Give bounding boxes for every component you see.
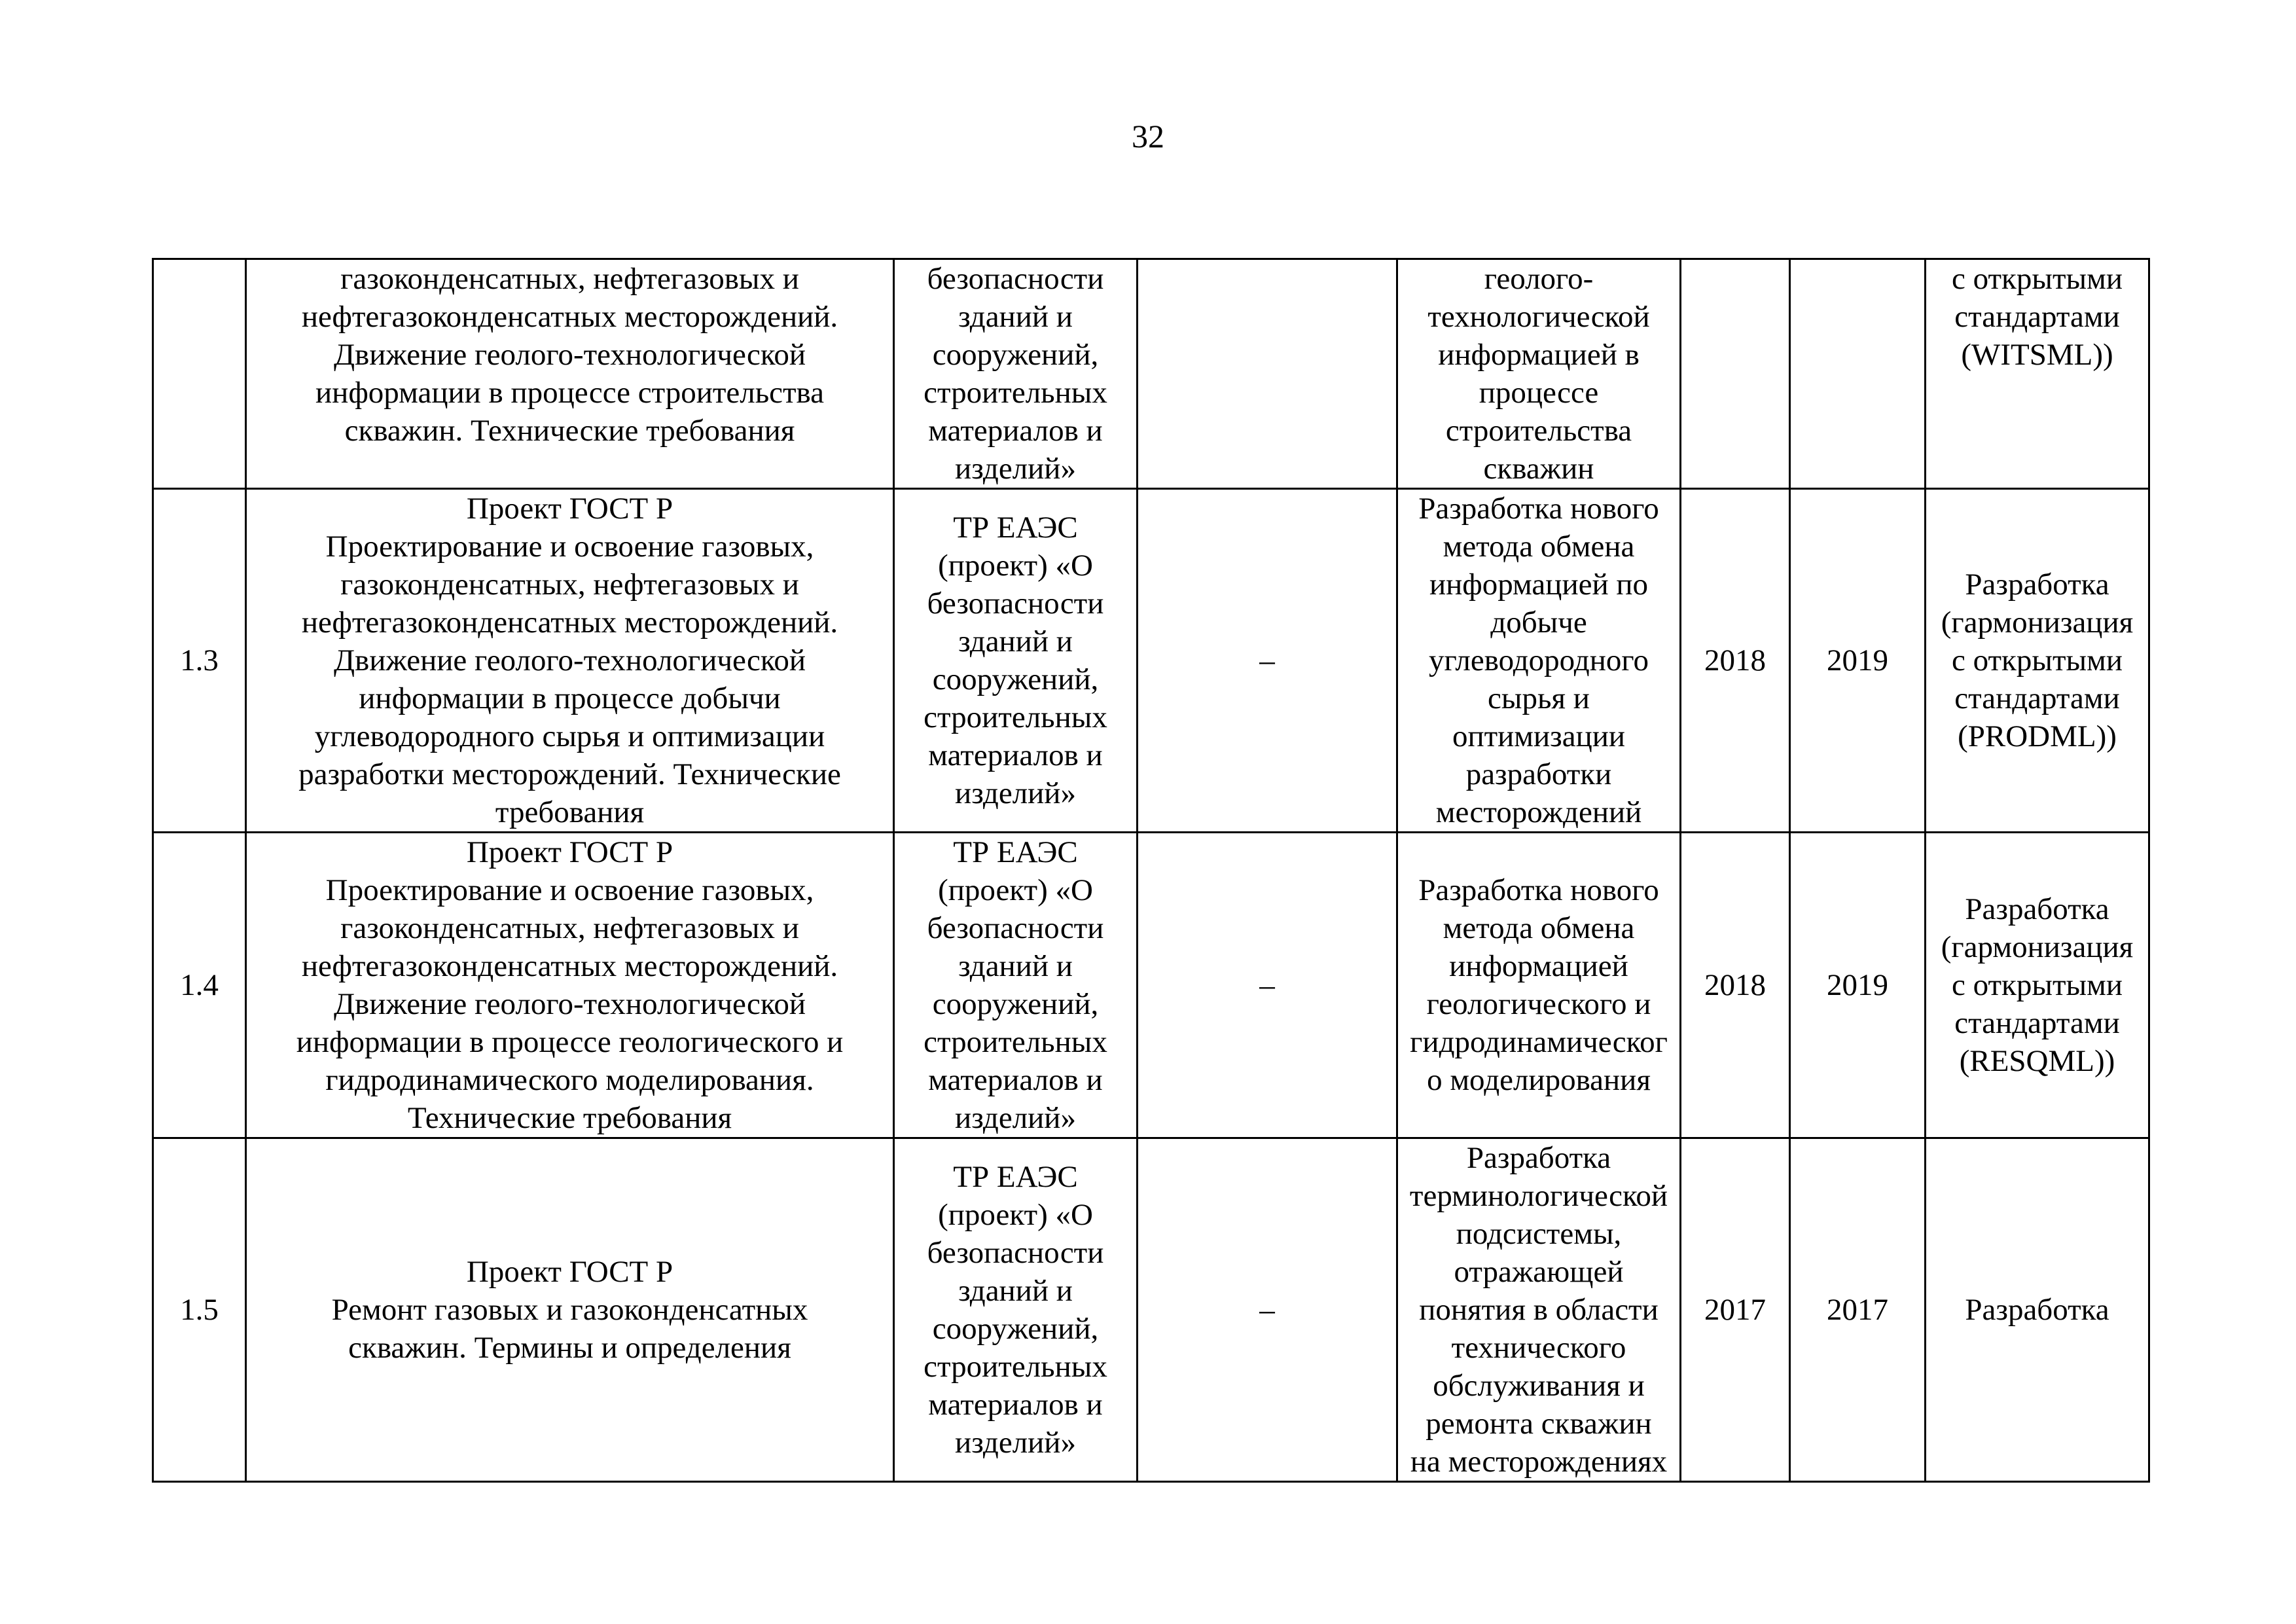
- cell-work-type: Разработка: [1926, 1138, 2149, 1482]
- cell-goal: геолого- технологической информацией в процессе строительства скважин: [1397, 259, 1681, 489]
- cell-start-year: [1681, 259, 1790, 489]
- cell-work-type: Разработка (гармонизация с открытыми стандартами (PRODML)): [1926, 489, 2149, 833]
- cell-standard: –: [1138, 1138, 1397, 1482]
- page-number: 32: [1132, 118, 1164, 154]
- cell-standard: –: [1138, 489, 1397, 833]
- cell-standard: [1138, 259, 1397, 489]
- cell-item-number: 1.4: [153, 833, 246, 1138]
- table-row: [153, 489, 2149, 833]
- cell-start-year: 2017: [1681, 1138, 1790, 1482]
- cell-standard: –: [1138, 833, 1397, 1138]
- cell-work-type: с открытыми стандартами (WITSML)): [1926, 259, 2149, 489]
- cell-item-number: 1.3: [153, 489, 246, 833]
- cell-start-year: 2018: [1681, 833, 1790, 1138]
- cell-end-year: [1790, 259, 1926, 489]
- table-row: [153, 259, 2149, 489]
- cell-work-type: Разработка (гармонизация с открытыми стандартами (RESQML)): [1926, 833, 2149, 1138]
- cell-document-name: газоконденсатных, нефтегазовых и нефтегазоконденсатных месторождений. Движение геолого-технологической информации в процессе строительства скважин. Технические требования: [246, 259, 894, 489]
- cell-goal: Разработка нового метода обмена информацией геологического и гидродинамическог о моделирования: [1397, 833, 1681, 1138]
- cell-regulation: ТР ЕАЭС (проект) «О безопасности зданий и сооружений, строительных материалов и изделий»: [894, 489, 1138, 833]
- cell-regulation: безопасности зданий и сооружений, строительных материалов и изделий»: [894, 259, 1138, 489]
- cell-item-number: [153, 259, 246, 489]
- cell-end-year: 2019: [1790, 833, 1926, 1138]
- cell-regulation: ТР ЕАЭС (проект) «О безопасности зданий и сооружений, строительных материалов и изделий»: [894, 1138, 1138, 1482]
- cell-regulation: ТР ЕАЭС (проект) «О безопасности зданий и сооружений, строительных материалов и изделий»: [894, 833, 1138, 1138]
- table-row: [153, 1138, 2149, 1482]
- cell-end-year: 2019: [1790, 489, 1926, 833]
- cell-goal: Разработка нового метода обмена информацией по добыче углеводородного сырья и оптимизации разработки месторождений: [1397, 489, 1681, 833]
- cell-document-name: Проект ГОСТ Р Проектирование и освоение газовых, газоконденсатных, нефтегазовых и нефтегазоконденсатных месторождений. Движение геолого-технологической информации в процессе добычи углеводородного сырья и оптимизации разработки месторождений. Технические требования: [246, 489, 894, 833]
- table-row: [153, 833, 2149, 1138]
- cell-end-year: 2017: [1790, 1138, 1926, 1482]
- cell-item-number: 1.5: [153, 1138, 246, 1482]
- cell-goal: Разработка терминологической подсистемы, отражающей понятия в области технического обслуживания и ремонта скважин на месторождениях: [1397, 1138, 1681, 1482]
- cell-document-name: Проект ГОСТ Р Ремонт газовых и газоконденсатных скважин. Термины и определения: [246, 1138, 894, 1482]
- cell-document-name: Проект ГОСТ Р Проектирование и освоение газовых, газоконденсатных, нефтегазовых и нефтегазоконденсатных месторождений. Движение геолого-технологической информации в процессе геологического и гидродинамического моделирования. Технические требования: [246, 833, 894, 1138]
- document-table: [152, 258, 2150, 1483]
- cell-start-year: 2018: [1681, 489, 1790, 833]
